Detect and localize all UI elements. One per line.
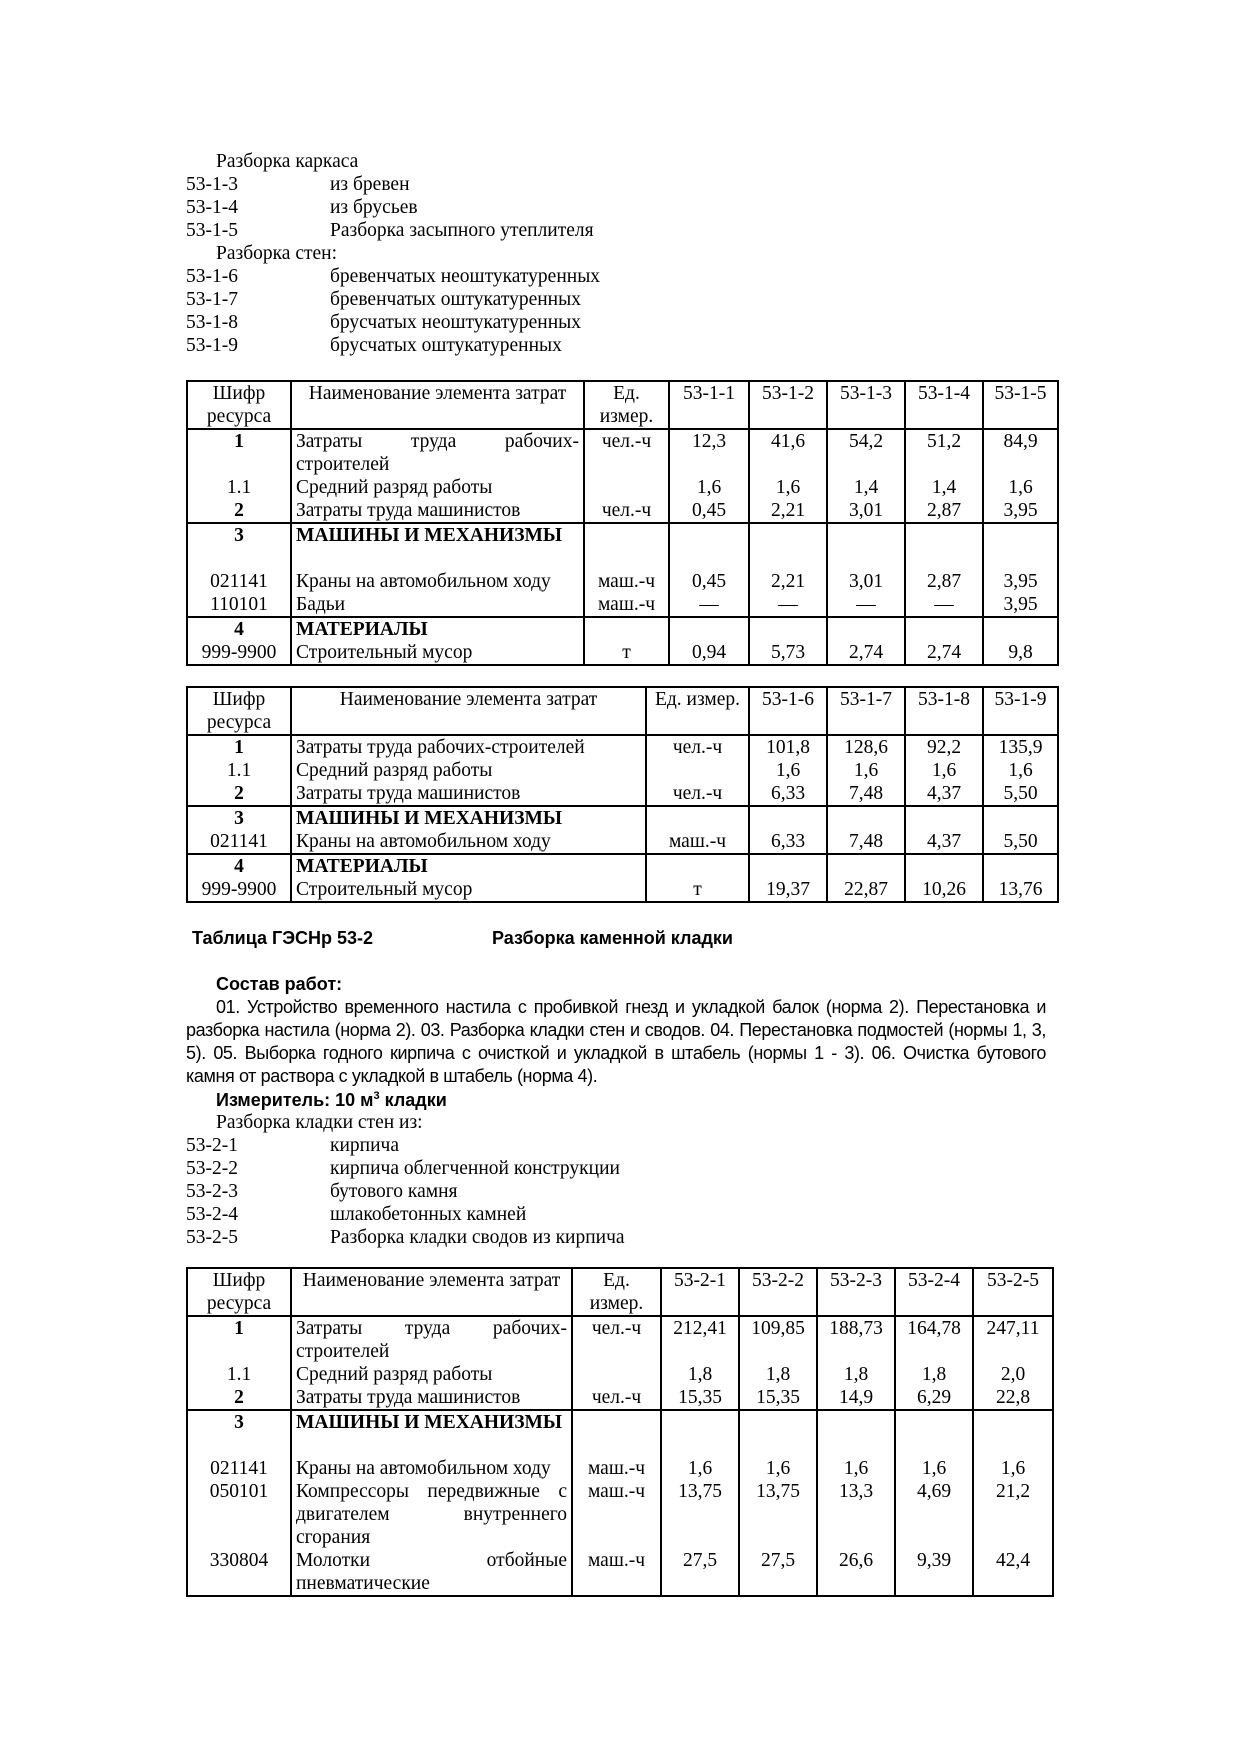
header-name: Наименование элемента затрат [291,1268,572,1316]
row-unit: маш.-ч [646,830,749,854]
row-code: 1 [187,429,291,476]
row-code: 110101 [187,593,291,617]
row-value: 13,3 [817,1480,895,1549]
header-col: 53-1-3 [827,381,905,429]
row-value: 3,01 [827,499,905,523]
row-value: 1,6 [817,1457,895,1480]
row-value [749,806,827,830]
list-code: 53-1-8 [186,312,238,333]
row-value [827,617,905,641]
row-value: 13,75 [661,1480,739,1549]
row-value: 41,6 [749,429,827,476]
row-value: 101,8 [749,735,827,759]
table-row [187,429,1058,476]
row-value: 0,45 [669,499,749,523]
row-value: 0,94 [669,641,749,665]
row-name: Затраты труда машинистов [291,499,584,523]
measure-unit [216,1089,447,1112]
row-value [983,806,1058,830]
row-value: 4,37 [905,782,983,806]
row-value [669,617,749,641]
row-value: 2,0 [973,1363,1053,1386]
table-row-section [187,523,1058,570]
row-value [895,1410,973,1457]
list-text: брусчатых неоштукатуренных [330,312,581,333]
row-code: 1.1 [187,759,291,782]
row-value: 1,6 [827,759,905,782]
row-value [827,806,905,830]
row-name: Строительный мусор [291,878,646,902]
row-value: 1,8 [817,1363,895,1386]
row-code: 1.1 [187,1363,291,1386]
table-row [187,735,1058,759]
row-unit: маш.-ч [572,1549,661,1596]
row-value [749,854,827,878]
header-code: Шифр ресурса [187,687,291,735]
table-row-section [187,617,1058,641]
row-value: 84,9 [983,429,1058,476]
list-code: 53-1-9 [186,335,238,356]
row-value: 7,48 [827,782,905,806]
list-text: кирпича облегченной конструкции [330,1158,620,1179]
list-code: 53-1-6 [186,266,238,287]
list-text: бутового камня [330,1181,458,1202]
row-name: Бадьи [291,593,584,617]
row-value: 21,2 [973,1480,1053,1549]
row-name: Средний разряд работы [291,759,646,782]
row-code: 021141 [187,1457,291,1480]
list-text: шлакобетонных камней [330,1204,527,1225]
row-code: 999-9900 [187,641,291,665]
list-text: из бревен [330,174,410,195]
table-row [187,499,1058,523]
row-code: 1 [187,735,291,759]
row-value: 1,6 [895,1457,973,1480]
row-value: 1,6 [983,476,1058,499]
row-value: 4,69 [895,1480,973,1549]
row-code: 1.1 [187,476,291,499]
row-code: 3 [187,523,291,570]
row-value: 42,4 [973,1549,1053,1596]
list-code: 53-1-7 [186,289,238,310]
row-unit [572,1363,661,1386]
row-unit: чел.-ч [572,1316,661,1363]
row-value: 13,75 [739,1480,817,1549]
row-value: 3,95 [983,499,1058,523]
row-value [739,1410,817,1457]
row-value: 1,8 [895,1363,973,1386]
row-value: 5,50 [983,830,1058,854]
row-name: Молотки отбойные пневматические [291,1549,572,1596]
row-value: 9,8 [983,641,1058,665]
intro-frame: Разборка каркаса [216,151,359,172]
row-value: 1,6 [739,1457,817,1480]
header-unit: Ед. измер. [584,381,669,429]
row-value: 15,35 [661,1386,739,1410]
row-value: 2,21 [749,499,827,523]
work-composition-title: Состав работ: [216,974,343,994]
row-value: 135,9 [983,735,1058,759]
row-unit [646,759,749,782]
row-value: 2,87 [905,570,983,593]
table-row [187,1316,1053,1363]
table-row-section [187,1410,1053,1457]
table-row [187,782,1058,806]
resource-table-53-1-1-to-5 [186,380,1059,666]
row-value: 1,6 [749,759,827,782]
row-value: 247,11 [973,1316,1053,1363]
row-name: МАШИНЫ И МЕХАНИЗМЫ [291,1410,572,1457]
row-value: 6,33 [749,830,827,854]
row-unit: т [584,641,669,665]
row-value: 3,95 [983,570,1058,593]
row-value [827,854,905,878]
row-value [983,617,1058,641]
header-code: Шифр ресурса [187,381,291,429]
row-value: 4,37 [905,830,983,854]
table-row [187,1363,1053,1386]
list-text: кирпича [330,1135,399,1156]
row-name: Средний разряд работы [291,476,584,499]
row-value [749,617,827,641]
row-value: 6,29 [895,1386,973,1410]
header-col: 53-2-2 [739,1268,817,1316]
measure-sup: 3 [373,1090,380,1102]
row-code: 050101 [187,1480,291,1549]
table-label: Таблица ГЭСНр 53-2 [192,928,374,948]
row-value: 2,21 [749,570,827,593]
row-name: Затраты труда рабочих-строителей [291,1316,572,1363]
row-value: 1,6 [973,1457,1053,1480]
header-code: Шифр ресурса [187,1268,291,1316]
row-value [905,806,983,830]
row-value: 92,2 [905,735,983,759]
row-value [669,523,749,570]
list-text: Разборка кладки сводов из кирпича [330,1227,625,1248]
row-unit: чел.-ч [584,499,669,523]
row-value [817,1410,895,1457]
intro-walls: Разборка стен: [216,243,338,264]
row-value: 19,37 [749,878,827,902]
row-value: — [905,593,983,617]
row-code: 999-9900 [187,878,291,902]
header-unit: Ед. измер. [572,1268,661,1316]
row-value [973,1410,1053,1457]
row-value: 1,8 [661,1363,739,1386]
row-value [661,1410,739,1457]
row-value: 10,26 [905,878,983,902]
row-value: 1,6 [905,759,983,782]
header-col: 53-1-8 [905,687,983,735]
measure-prefix: Измеритель: 10 м [216,1090,374,1110]
header-name: Наименование элемента затрат [291,687,646,735]
row-value: 22,87 [827,878,905,902]
list-code: 53-2-3 [186,1181,238,1202]
header-col: 53-1-4 [905,381,983,429]
header-col: 53-1-9 [983,687,1058,735]
row-name: Краны на автомобильном ходу [291,570,584,593]
row-unit: чел.-ч [646,735,749,759]
table-row [187,570,1058,593]
row-unit: чел.-ч [584,429,669,476]
table-row-section [187,806,1058,830]
measure-suffix: кладки [379,1090,447,1110]
row-value: 1,6 [661,1457,739,1480]
row-value: 188,73 [817,1316,895,1363]
row-name: Краны на автомобильном ходу [291,830,646,854]
row-value [905,523,983,570]
row-value: 51,2 [905,429,983,476]
row-value: 0,45 [669,570,749,593]
row-value [749,523,827,570]
row-name: Средний разряд работы [291,1363,572,1386]
row-value: 15,35 [739,1386,817,1410]
list-text: брусчатых оштукатуренных [330,335,562,356]
row-value: 27,5 [739,1549,817,1596]
row-code: 2 [187,782,291,806]
row-value: 164,78 [895,1316,973,1363]
header-col: 53-1-2 [749,381,827,429]
row-value: 1,8 [739,1363,817,1386]
list-code: 53-1-4 [186,197,238,218]
row-unit: т [646,878,749,902]
list-text: из брусьев [330,197,418,218]
table-row [187,1457,1053,1480]
row-value: 1,6 [669,476,749,499]
row-value: 3,95 [983,593,1058,617]
row-value: 12,3 [669,429,749,476]
list-code: 53-2-2 [186,1158,238,1179]
row-unit: маш.-ч [572,1480,661,1549]
list-text: бревенчатых оштукатуренных [330,289,581,310]
row-value [983,854,1058,878]
row-value: 1,4 [905,476,983,499]
row-name: Компрессоры передвижные с двигателем внутреннего сгорания [291,1480,572,1549]
row-name: Строительный мусор [291,641,584,665]
table-row [187,830,1058,854]
row-value: 212,41 [661,1316,739,1363]
row-code: 2 [187,499,291,523]
header-unit: Ед. измер. [646,687,749,735]
row-name: МАШИНЫ И МЕХАНИЗМЫ [291,806,646,830]
row-value [905,617,983,641]
table-row [187,593,1058,617]
row-code: 021141 [187,570,291,593]
row-code: 330804 [187,1549,291,1596]
header-col: 53-1-6 [749,687,827,735]
table-row [187,1549,1053,1596]
row-code: 4 [187,617,291,641]
row-value: 2,87 [905,499,983,523]
row-value: 26,6 [817,1549,895,1596]
table-row [187,759,1058,782]
row-unit: маш.-ч [584,570,669,593]
list-code: 53-2-4 [186,1204,238,1225]
row-code: 3 [187,806,291,830]
row-code: 4 [187,854,291,878]
work-composition-text: 01. Устройство временного настила с пробивкой гнезд и укладкой балок (норма 2). Перестановка и разборка настила (норма 2). 03. Разборка кладки стен и сводов. 04. Перестановка подмостей (нормы 1, 3, 5). 05. Выборка годного кирпича с очисткой и укладкой в штабель (нормы 1 - 3). 06. Очистка бутового камня от раствора с укладкой в штабель (норма 4). [186,997,1046,1086]
list-text: бревенчатых неоштукатуренных [330,266,601,287]
row-value: 14,9 [817,1386,895,1410]
row-code: 1 [187,1316,291,1363]
row-value: 7,48 [827,830,905,854]
row-unit [646,806,749,830]
resource-table-53-1-6-to-9 [186,686,1059,903]
row-name: Затраты труда рабочих-строителей [291,429,584,476]
table-row [187,476,1058,499]
row-value: 1,6 [983,759,1058,782]
table-row-section [187,854,1058,878]
list-code: 53-1-3 [186,174,238,195]
row-value: 109,85 [739,1316,817,1363]
list-code: 53-1-5 [186,220,238,241]
row-name: МАШИНЫ И МЕХАНИЗМЫ [291,523,584,570]
row-unit: маш.-ч [572,1457,661,1480]
header-col: 53-1-5 [983,381,1058,429]
row-code: 021141 [187,830,291,854]
row-code: 2 [187,1386,291,1410]
row-value: 6,33 [749,782,827,806]
row-unit: чел.-ч [572,1386,661,1410]
row-value: 9,39 [895,1549,973,1596]
header-col: 53-2-4 [895,1268,973,1316]
row-unit: чел.-ч [646,782,749,806]
row-name: Краны на автомобильном ходу [291,1457,572,1480]
row-value: 2,74 [905,641,983,665]
table-row [187,1386,1053,1410]
row-unit [572,1410,661,1457]
row-value: 22,8 [973,1386,1053,1410]
table-row [187,641,1058,665]
table-title: Разборка каменной кладки [492,928,733,948]
list-code: 53-2-5 [186,1227,238,1248]
row-value: 128,6 [827,735,905,759]
header-col: 53-2-1 [661,1268,739,1316]
header-col: 53-1-1 [669,381,749,429]
row-value: — [827,593,905,617]
row-unit [584,523,669,570]
table-header-row [187,381,1058,429]
row-name: Затраты труда машинистов [291,782,646,806]
header-col: 53-2-5 [973,1268,1053,1316]
row-code: 3 [187,1410,291,1457]
row-value: 3,01 [827,570,905,593]
table-row [187,1480,1053,1549]
row-value: 27,5 [661,1549,739,1596]
row-value: 1,6 [749,476,827,499]
row-value: — [749,593,827,617]
table-header-row [187,1268,1053,1316]
header-col: 53-2-3 [817,1268,895,1316]
row-unit [584,476,669,499]
row-name: Затраты труда машинистов [291,1386,572,1410]
row-name: Затраты труда рабочих-строителей [291,735,646,759]
row-value: 13,76 [983,878,1058,902]
row-value [983,523,1058,570]
row-value [905,854,983,878]
resource-table-53-2 [186,1267,1054,1597]
list-code: 53-2-1 [186,1135,238,1156]
row-value: 5,73 [749,641,827,665]
row-value [827,523,905,570]
list-text: Разборка засыпного утеплителя [330,220,594,241]
row-name: МАТЕРИАЛЫ [291,854,646,878]
row-unit [584,617,669,641]
table-row [187,878,1058,902]
row-unit [646,854,749,878]
table-header-row [187,687,1058,735]
row-name: МАТЕРИАЛЫ [291,617,584,641]
row-value: 54,2 [827,429,905,476]
header-name: Наименование элемента затрат [291,381,584,429]
header-col: 53-1-7 [827,687,905,735]
row-value: 2,74 [827,641,905,665]
row-value: 5,50 [983,782,1058,806]
row-value: 1,4 [827,476,905,499]
row-unit: маш.-ч [584,593,669,617]
row-value: — [669,593,749,617]
intro-masonry: Разборка кладки стен из: [216,1112,423,1133]
